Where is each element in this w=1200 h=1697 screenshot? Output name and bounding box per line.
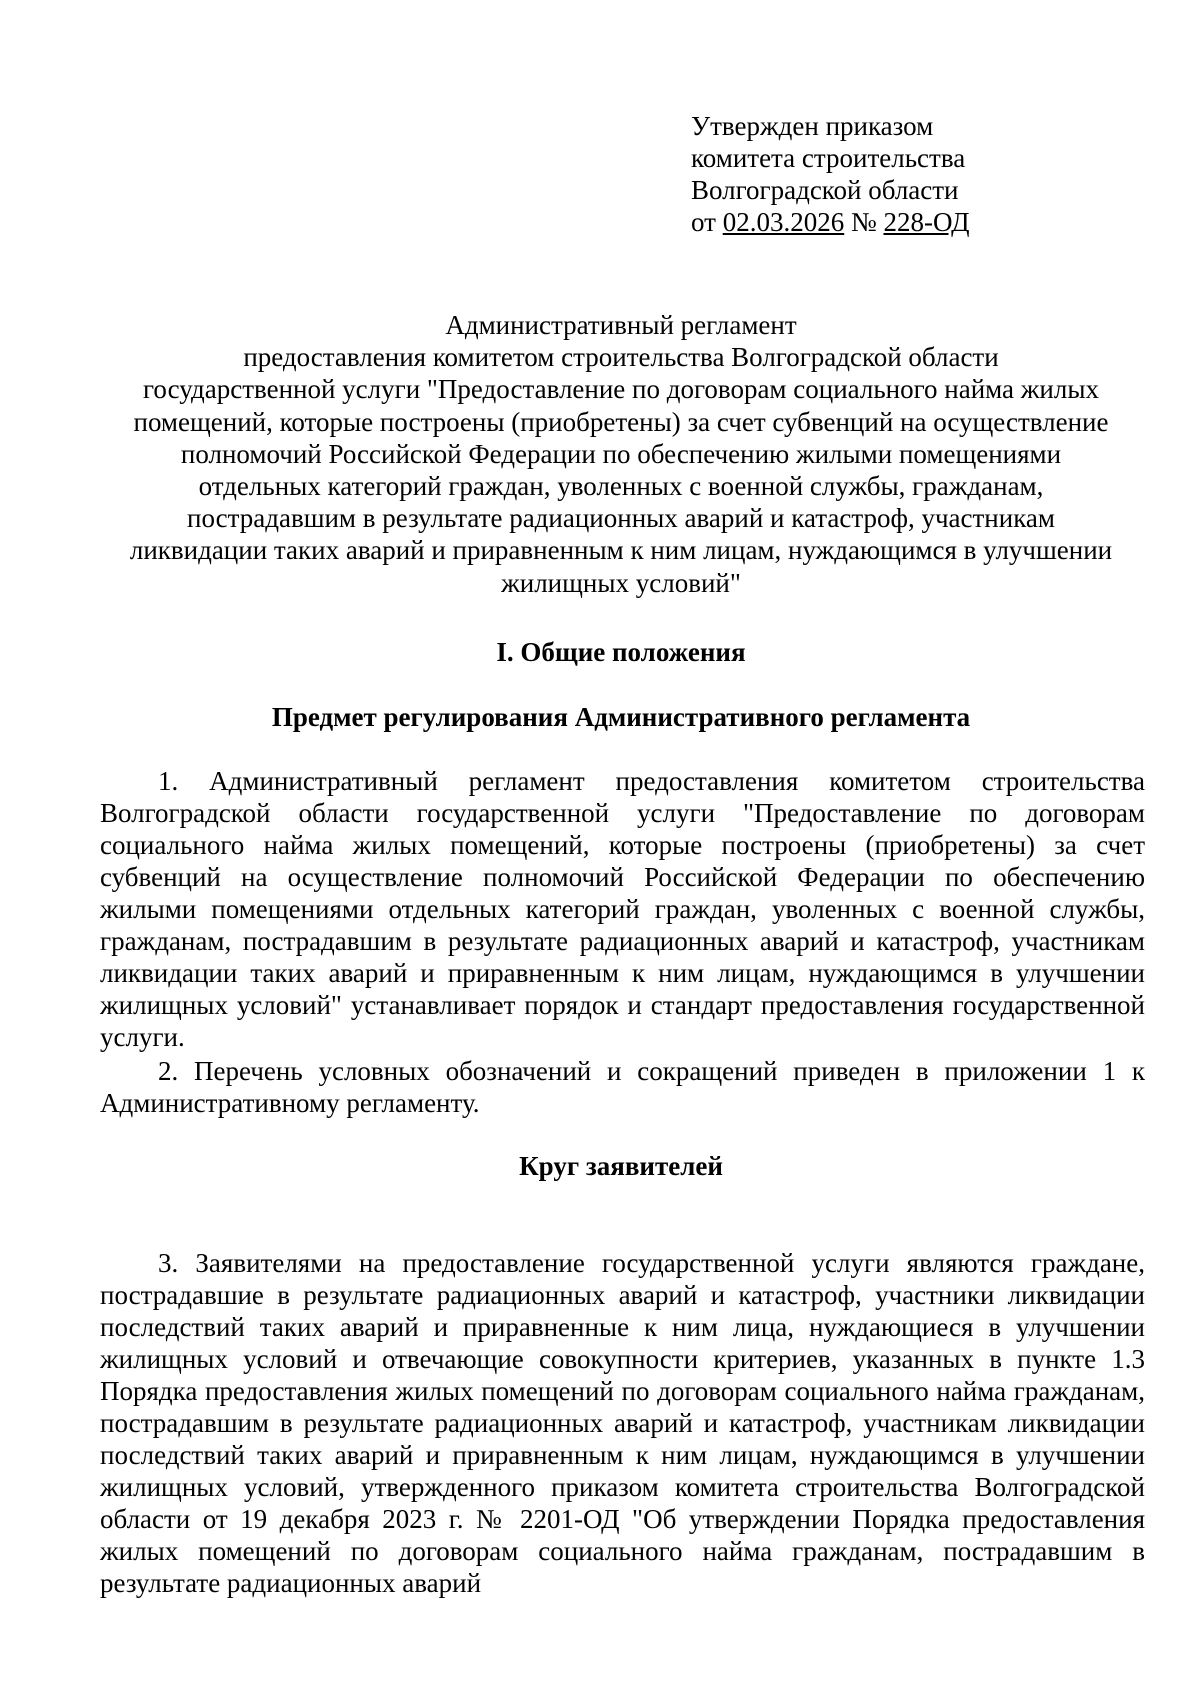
title-line: Административный регламент xyxy=(445,310,797,340)
section-heading-general: I. Общие положения xyxy=(496,637,746,667)
subsection-heading-applicants: Круг заявителей xyxy=(519,1151,723,1181)
approval-block xyxy=(691,110,970,238)
title-line: отдельных категорий граждан, уволенных с военной службы, гражданам, xyxy=(198,471,1044,502)
title-line: жилищных условий" xyxy=(501,567,741,598)
approval-line-1: Утвержден приказом xyxy=(691,111,934,141)
paragraph-1: 1. Административный регламент предоставления комитетом строительства Волгоградской области государственной услуги "Предоставление по договорам социального найма жилых помещений, которые построены (приобретены) за счет субвенций на осуществление полномочий Российской Федерации по обеспечению жилыми помещениями отдельных категорий граждан, уволенных с военной службы, гражданам, пострадавшим в результате радиационных аварий и катастроф, участникам ликвидации таких аварий и приравненным к ним лицам, нуждающимся в улучшении жилищных условий" устанавливает порядок и стандарт предоставления государственной услуги. xyxy=(100,766,1145,1052)
title-line: государственной услуги "Предоставление по договорам социального найма жилых xyxy=(143,374,1099,405)
title-line: ликвидации таких аварий и приравненным к ним лицам, нуждающимся в улучшении xyxy=(129,535,1113,566)
title-line: пострадавшим в результате радиационных аварий и катастроф, участникам xyxy=(187,503,1055,534)
approval-number-sign: № xyxy=(850,207,877,237)
paragraph-3: 3. Заявителями на предоставление государственной услуги являются граждане, пострадавшие в результате радиационных аварий и катастроф, участники ликвидации последствий таких аварий и приравненные к ним лица, нуждающиеся в улучшении жилищных условий и отвечающие совокупности критериев, указанных в пункте 1.3 Порядка предоставления жилых помещений по договорам социального найма гражданам, пострадавшим в результате радиационных аварий и катастроф, участникам ликвидации последствий таких аварий и приравненным к ним лицам, нуждающимся в улучшении жилищных условий, утвержденного приказом комитета строительства Волгоградской области от 19 декабря 2023 г. № 2201-ОД "Об утверждении Порядка предоставления жилых помещений по договорам социального найма гражданам, пострадавшим в результате радиационных аварий xyxy=(100,1248,1145,1598)
approval-prefix: от xyxy=(691,207,716,237)
approval-line-2: комитета строительства xyxy=(691,143,966,173)
approval-number: 228-ОД xyxy=(883,207,970,237)
subsection-heading-subject: Предмет регулирования Административного регламента xyxy=(271,702,971,732)
title-line: предоставления комитетом строительства Волгоградской области xyxy=(243,342,999,373)
approval-date: 02.03.2026 xyxy=(722,207,845,237)
approval-line-4 xyxy=(691,206,970,238)
title-line: полномочий Российской Федерации по обеспечению жилыми помещениями xyxy=(180,438,1062,469)
title-line: помещений, которые построены (приобретены) за счет субвенций на осуществление xyxy=(133,406,1109,437)
approval-line-3: Волгоградской области xyxy=(691,175,959,205)
document-title xyxy=(90,309,1152,599)
paragraph-2: 2. Перечень условных обозначений и сокращений приведен в приложении 1 к Административному регламенту. xyxy=(100,1056,1145,1118)
